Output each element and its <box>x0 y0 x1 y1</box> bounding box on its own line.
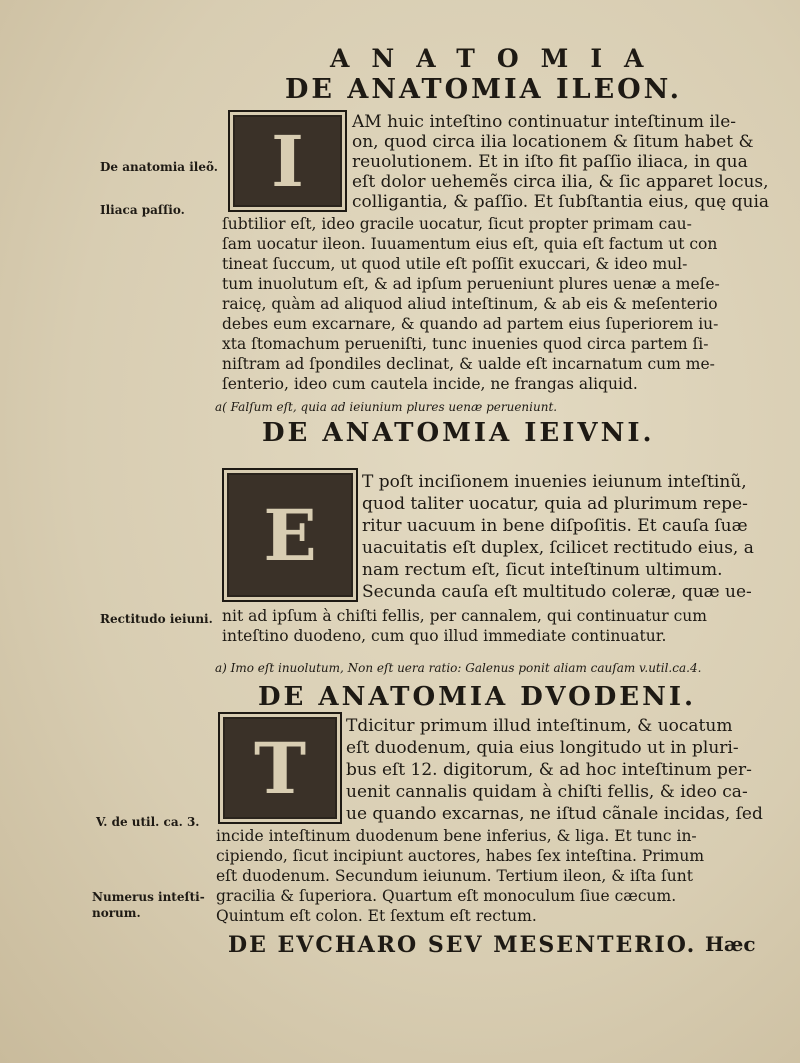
text-line: ſam uocatur ileon. Iuuamentum eius eſt, quia eſt factum ut con <box>222 235 718 253</box>
decorated-initial-i <box>228 110 347 212</box>
text-line: uenit cannalis quidam à chiſti fellis, & ideo ca- <box>346 782 748 802</box>
initial-letter: T <box>253 726 307 810</box>
text-line: tineat ſuccum, ut quod utile eſt poſſit exuccari, & ideo mul- <box>222 255 688 273</box>
margin-note: Iliaca paſſio. <box>100 203 185 217</box>
initial-letter: I <box>271 119 304 203</box>
text-line: nit ad ipſum à chiſti fellis, per cannalem, qui continuatur cum <box>222 607 707 625</box>
text-line: colligantia, & paſſio. Et ſubſtantia eius, quę quia <box>352 192 770 212</box>
footnote: a( Falſum eſt, quia ad ieiunium plures uenæ perueniunt. <box>215 400 558 414</box>
text-line: inteſtino duodeno, cum quo illud immediate continuatur. <box>222 627 667 645</box>
section-title-duodeni: DE ANATOMIA DVODENI. <box>258 682 697 712</box>
text-line: eſt dolor uehemẽs circa ilia, & ſic apparet locus, <box>352 172 769 192</box>
text-line: Quintum eſt colon. Et ſextum eſt rectum. <box>216 907 537 925</box>
margin-note: V. de util. ca. 3. <box>96 815 200 829</box>
text-line: nam rectum eſt, ſicut inteſtinum ultimum. <box>362 560 723 580</box>
running-head: ANATOMIA <box>330 44 666 73</box>
footnote: a) Imo eſt inuolutum, Non eſt uera ratio: Galenus ponit aliam cauſam v.util.ca.4. <box>215 661 702 675</box>
text-line: bus eſt 12. digitorum, & ad hoc inteſtinum per- <box>346 760 752 780</box>
section-title-ieiuni: DE ANATOMIA IEIVNI. <box>262 418 655 448</box>
text-line: quod taliter uocatur, quia ad plurimum repe- <box>362 494 748 514</box>
initial-letter: E <box>263 493 317 577</box>
text-line: ſenterio, ideo cum cautela incide, ne frangas aliquid. <box>222 375 638 393</box>
text-line: eſt duodenum, quia eius longitudo ut in pluri- <box>346 738 739 758</box>
text-line: uacuitatis eſt duplex, ſcilicet rectitudo eius, a <box>362 538 754 558</box>
text-line: eſt duodenum. Secundum ieiunum. Tertium ileon, & iſta ſunt <box>216 867 693 885</box>
margin-note: De anatomia ileõ. <box>100 160 218 174</box>
text-line: niſtram ad ſpondiles declinat, & ualde eſt incarnatum cum me- <box>222 355 715 373</box>
text-line: gracilia & ſuperiora. Quartum eſt monoculum ſiue cæcum. <box>216 887 677 905</box>
margin-note: Rectitudo ieiuni. <box>100 612 213 626</box>
text-line: raicę, quàm ad aliquod aliud inteſtinum, & ab eis & meſenterio <box>222 295 718 313</box>
text-line: incide inteſtinum duodenum bene inferius, & liga. Et tunc in- <box>216 827 697 845</box>
section-title-ileon: DE ANATOMIA ILEON. <box>285 74 683 105</box>
text-line: reuolutionem. Et in iſto fit paſſio iliaca, in qua <box>352 152 748 172</box>
decorated-initial-t <box>218 712 342 824</box>
catchword: Hæc <box>705 932 756 956</box>
text-line: Secunda cauſa eſt multitudo coleræ, quæ ue- <box>362 582 752 602</box>
text-line: AM huic inteſtino continuatur inteſtinum ile- <box>352 112 737 132</box>
text-line: cipiendo, ſicut incipiunt auctores, habes ſex inteſtina. Primum <box>216 847 705 865</box>
text-line: on, quod circa ilia locationem & ſitum habet & <box>352 132 754 152</box>
next-section-title: DE EVCHARO SEV MESENTERIO. <box>228 932 697 958</box>
text-line: xta ſtomachum perueniſti, tunc inuenies quod circa partem ſi- <box>222 335 709 353</box>
margin-note: Numerus inteſti- <box>92 890 205 904</box>
text-line: ritur uacuum in bene diſpoſitis. Et cauſa ſuæ <box>362 516 748 536</box>
margin-note: norum. <box>92 906 141 920</box>
text-line: Tdicitur primum illud inteſtinum, & uocatum <box>346 716 733 736</box>
decorated-initial-e <box>222 468 358 602</box>
text-line: T poſt inciſionem inuenies ieiunum inteſtinũ, <box>362 472 747 492</box>
text-line: ſubtilior eſt, ideo gracile uocatur, ſicut propter primam cau- <box>222 215 692 233</box>
text-line: ue quando excarnas, ne iſtud cãnale incidas, ſed <box>346 804 763 824</box>
text-line: tum inuolutum eſt, & ad ipſum perueniunt plures uenæ a meſe- <box>222 275 720 293</box>
text-line: debes eum excarnare, & quando ad partem eius ſuperiorem iu- <box>222 315 719 333</box>
